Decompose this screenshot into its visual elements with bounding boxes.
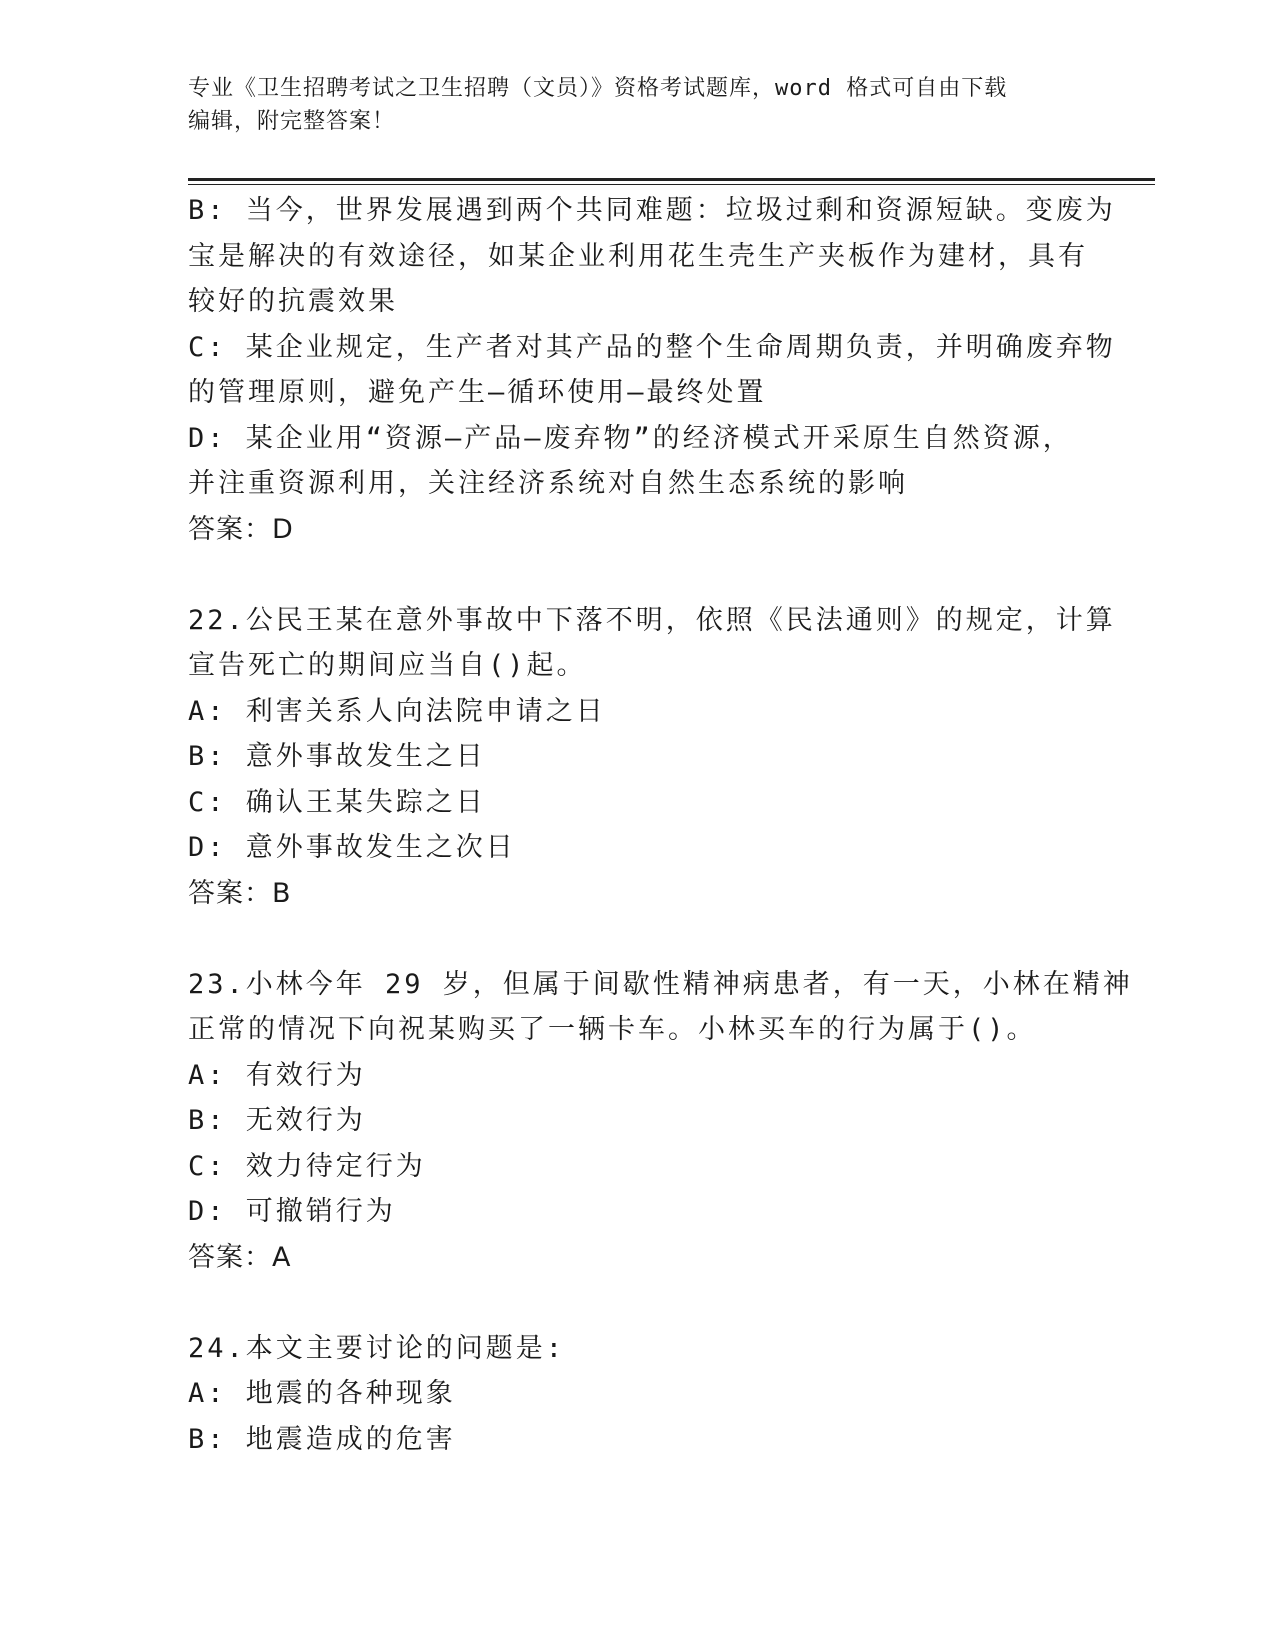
option-text: 宝是解决的有效途径，如某企业利用花生壳生产夹板作为建材，具有	[188, 240, 1088, 272]
answer-line: 答案：D	[188, 513, 294, 545]
question-stem: 正常的情况下向祝某购买了一辆卡车。小林买车的行为属于()。	[188, 1014, 1037, 1045]
option-text: 的管理原则，避免产生—循环使用—最终处置	[188, 377, 767, 408]
option-a: A: 地震的各种现象	[188, 1378, 456, 1409]
option-text: D: 某企业用“资源—产品—废弃物”的经济模式开采原生自然资源，	[188, 422, 1073, 454]
spacer	[188, 916, 1088, 962]
header-line-2: 编辑，附完整答案！	[188, 109, 396, 134]
option-d: D: 意外事故发生之次日	[188, 832, 516, 863]
option-a: A: 利害关系人向法院申请之日	[188, 695, 606, 727]
question-stem: 23.小林今年 29 岁，但属于间歇性精神病患者，有一天，小林在精神	[188, 968, 1133, 1000]
question-stem: 24.本文主要讨论的问题是:	[188, 1332, 566, 1364]
option-b: B: 意外事故发生之日	[188, 741, 486, 772]
question-24	[188, 1326, 1088, 1463]
option-text: 并注重资源利用，关注经济系统对自然生态系统的影响	[188, 468, 908, 499]
header-line-1: 专业《卫生招聘考试之卫生招聘（文员）》资格考试题库，word 格式可自由下载	[188, 76, 1008, 101]
header-divider-thick	[188, 178, 1155, 181]
question-stem: 宣告死亡的期间应当自()起。	[188, 650, 587, 681]
option-text: C: 某企业规定，生产者对其产品的整个生命周期负责，并明确废弃物	[188, 331, 1116, 363]
question-23	[188, 962, 1133, 1281]
option-text: 较好的抗震效果	[188, 286, 398, 317]
header-divider-thin	[188, 184, 1155, 185]
answer-line: 答案：A	[188, 1241, 292, 1273]
spacer	[188, 1280, 1088, 1326]
question-stem: 22.公民王某在意外事故中下落不明，依照《民法通则》的规定，计算	[188, 604, 1116, 636]
document-header	[188, 72, 1088, 138]
option-a: A: 有效行为	[188, 1059, 366, 1091]
spacer	[188, 552, 1088, 598]
question-22	[188, 598, 1116, 917]
option-b: B: 地震造成的危害	[188, 1423, 456, 1455]
question-21-continued	[188, 188, 1116, 552]
option-c: C: 效力待定行为	[188, 1150, 426, 1182]
option-b: B: 无效行为	[188, 1105, 366, 1136]
question-content	[188, 188, 1133, 1462]
answer-line: 答案：B	[188, 877, 292, 909]
option-c: C: 确认王某失踪之日	[188, 786, 486, 818]
option-d: D: 可撤销行为	[188, 1196, 396, 1227]
option-text: B: 当今，世界发展遇到两个共同难题：垃圾过剩和资源短缺。变废为	[188, 195, 1116, 226]
